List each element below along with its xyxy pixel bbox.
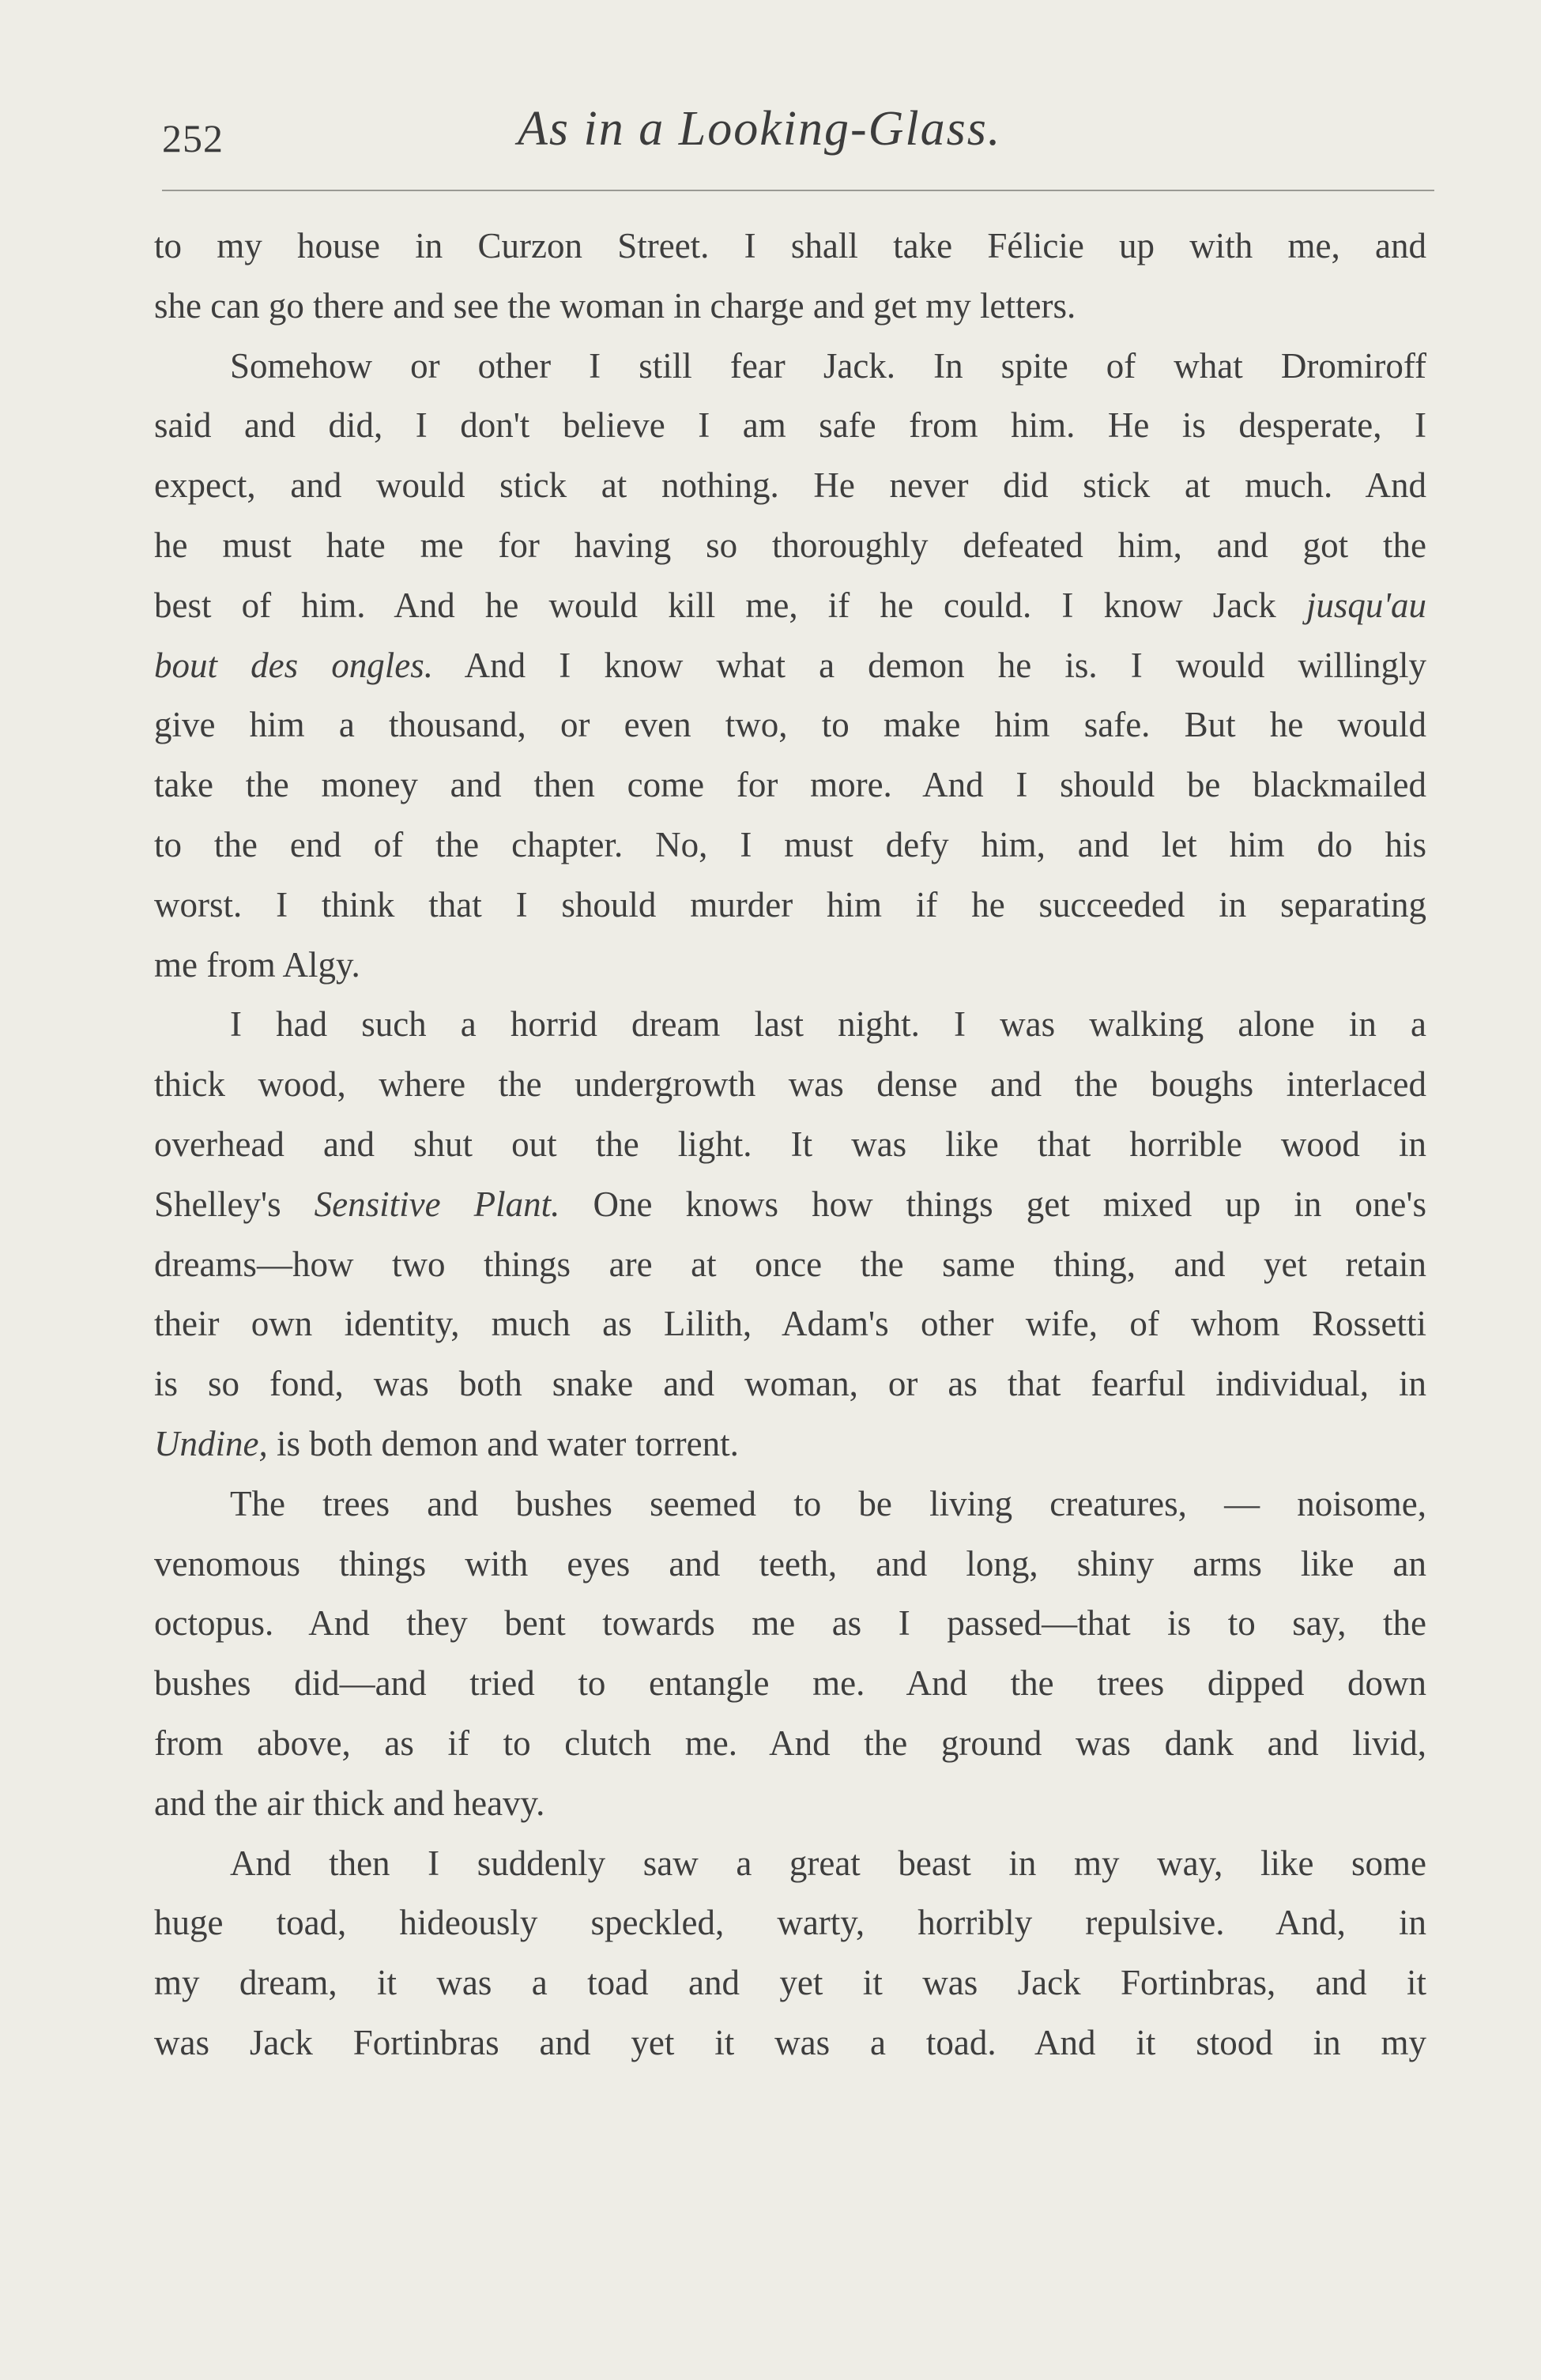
text-line: she can go there and see the woman in charge and get my letters. [154,285,1076,326]
text-line: from above, as if to clutch me. And the ground was dank and livid, [154,1723,1426,1763]
text-line: Shelley's Sensitive Plant. One knows how things get mixed up in one's [154,1184,1427,1224]
text-line: is so fond, was both snake and woman, or as that fearful individual, in [154,1364,1426,1404]
text-line: overhead and shut out the light. It was like that horrible wood in [154,1124,1426,1164]
text-line: huge toad, hideously speckled, warty, horribly repulsive. And, in [154,1903,1426,1943]
text-line: dreams—how two things are at once the same thing, and yet retain [154,1244,1426,1284]
text-line: bushes did—and tried to entangle me. And the trees dipped down [154,1663,1426,1704]
text-line: to the end of the chapter. No, I must defy him, and let him do his [154,824,1426,864]
text-line: bout des ongles. And I know what a demon he is. I would willingly [154,645,1426,685]
text-line: their own identity, much as Lilith, Adam's other wife, of whom Rossetti [154,1304,1426,1344]
text-line: to my house in Curzon Street. I shall take Félicie up with me, and [154,226,1426,265]
header-rule [162,190,1434,191]
text-line: said and did, I don't believe I am safe from him. He is desperate, I [154,405,1426,446]
body-text [154,217,1426,2073]
running-title: As in a Looking-Glass. [518,102,1002,156]
text-line: take the money and then come for more. And I should be blackmailed [154,765,1426,805]
page-number: 252 [162,116,224,160]
text-line: expect, and would stick at nothing. He never did stick at much. And [154,465,1426,506]
text-line: Undine, is both demon and water torrent. [154,1423,739,1463]
text-line: venomous things with eyes and teeth, and long, shiny arms like an [154,1543,1426,1584]
text-line: I had such a horrid dream last night. I was walking alone in a [230,1004,1426,1045]
text-line: worst. I think that I should murder him if he succeeded in separating [154,884,1426,925]
italic-phrase: Sensitive Plant. [314,1184,560,1224]
italic-phrase: bout des ongles. [154,645,433,685]
text-line: my dream, it was a toad and yet it was Jack Fortinbras, and it [154,1963,1426,2003]
text-line: and the air thick and heavy. [154,1783,545,1823]
running-head [162,101,1434,172]
text-line: thick wood, where the undergrowth was dense and the boughs interlaced [154,1064,1426,1105]
text-line: Somehow or other I still fear Jack. In spite of what Dromiroff [230,345,1426,386]
text-line: he must hate me for having so thoroughly defeated him, and got the [154,525,1426,565]
italic-phrase: Undine, [154,1423,268,1463]
text-line: And then I suddenly saw a great beast in my way, like some [230,1843,1426,1883]
text-line: octopus. And they bent towards me as I passed—that is to say, the [154,1603,1426,1644]
text-line: me from Algy. [154,944,360,985]
text-line: The trees and bushes seemed to be living creatures, — noisome, [230,1483,1426,1523]
text-line: was Jack Fortinbras and yet it was a toad. And it stood in my [154,2022,1426,2062]
italic-phrase: jusqu'au [1306,585,1426,625]
text-line: give him a thousand, or even two, to make him safe. But he would [154,705,1426,745]
text-line: best of him. And he would kill me, if he could. I know Jack jusqu'au [154,585,1426,625]
